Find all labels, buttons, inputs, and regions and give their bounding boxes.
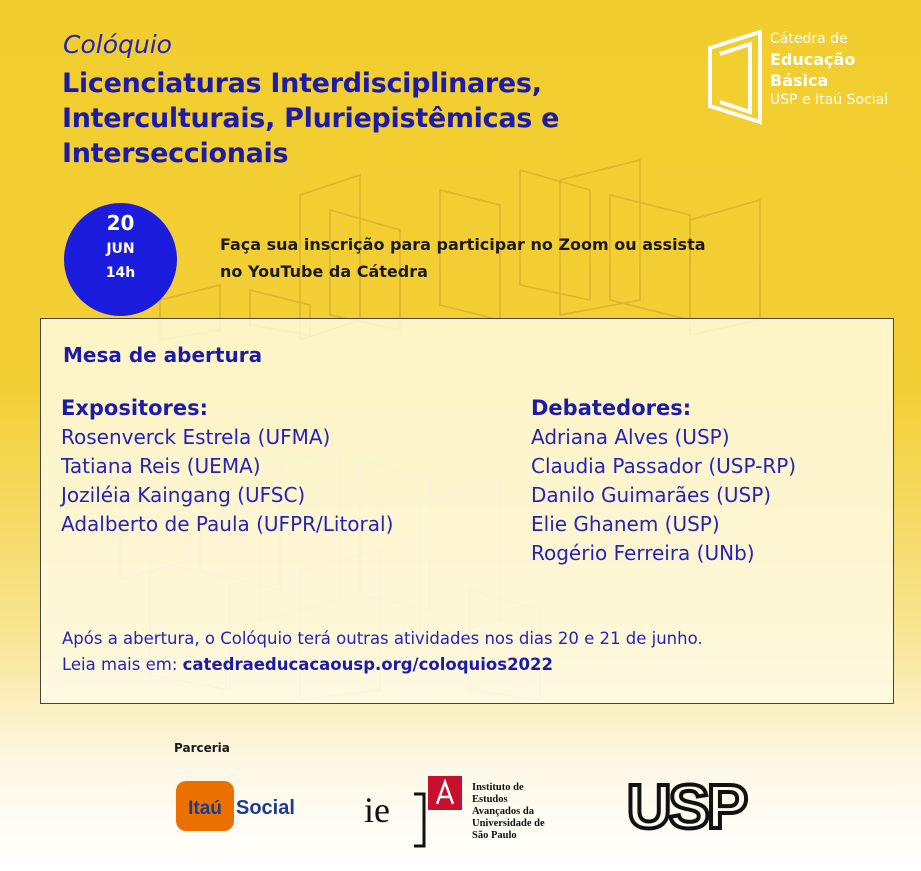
presenter-name: Rosenverck Estrela (UFMA) xyxy=(61,425,331,449)
ieal-text-line: São Paulo xyxy=(472,830,517,841)
ieal-text-line: Universidade de xyxy=(472,818,545,829)
social-word: Social xyxy=(236,797,295,819)
panel-footer xyxy=(62,626,703,678)
footer-line xyxy=(62,652,703,678)
debater-name: Adriana Alves (USP) xyxy=(531,425,730,449)
ieal-text xyxy=(472,782,545,842)
debaters-column xyxy=(531,394,796,568)
itau-social-logo xyxy=(176,777,306,835)
event-title xyxy=(62,66,682,171)
date-day: 20 xyxy=(106,211,135,235)
panel-title: Mesa de abertura xyxy=(63,343,263,367)
ieal-text-line: Instituto de xyxy=(472,782,524,793)
date-time: 14h xyxy=(105,265,136,281)
footer-prefix: Leia mais em: xyxy=(62,655,183,674)
ieal-logo xyxy=(358,770,473,850)
usp-logo xyxy=(616,778,756,836)
logo-line-bold: Básica xyxy=(770,71,829,90)
program-panel xyxy=(40,318,894,704)
event-title-line: Interseccionais xyxy=(62,138,289,169)
debater-name: Rogério Ferreira (UNb) xyxy=(531,541,755,565)
event-title-line: Interculturais, Pluriepistêmicas e xyxy=(62,103,560,134)
presenters-heading: Expositores: xyxy=(61,396,209,420)
registration-call-to-action xyxy=(220,231,840,285)
ieal-bracket-icon xyxy=(414,794,424,846)
presenter-name: Adalberto de Paula (UFPR/Litoral) xyxy=(61,512,394,536)
logo-line-bold: Educação xyxy=(770,50,856,69)
itau-word: Itaú xyxy=(188,798,222,819)
catedra-logo-icon xyxy=(706,28,766,128)
presenter-name: Joziléia Kaingang (UFSC) xyxy=(61,483,306,507)
cta-line: no YouTube da Cátedra xyxy=(220,262,428,281)
presenters-column xyxy=(61,394,393,539)
event-title-line: Licenciaturas Interdisciplinares, xyxy=(62,68,542,99)
partners-label: Parceria xyxy=(174,741,230,755)
footer-line: Após a abertura, o Colóquio terá outras atividades nos dias 20 e 21 de junho. xyxy=(62,629,703,648)
event-type-label: Colóquio xyxy=(63,30,172,59)
presenter-name: Tatiana Reis (UEMA) xyxy=(61,454,261,478)
catedra-logo-text xyxy=(770,30,888,110)
more-info-link[interactable]: catedraeducacaousp.org/coloquios2022 xyxy=(182,655,553,674)
date-month: JUN xyxy=(106,241,135,257)
cta-line: Faça sua inscrição para participar no Zoom ou assista xyxy=(220,235,706,254)
debater-name: Danilo Guimarães (USP) xyxy=(531,483,772,507)
ieal-text-line: Estudos xyxy=(472,794,508,805)
date-badge xyxy=(64,203,177,316)
debater-name: Claudia Passador (USP-RP) xyxy=(531,454,797,478)
ieal-mark: ie xyxy=(364,790,390,830)
ieal-text-line: Avançados da xyxy=(472,806,534,817)
logo-line: Cátedra de xyxy=(770,31,848,47)
logo-line: USP e Itaú Social xyxy=(770,92,889,108)
usp-logo-text: USP xyxy=(626,778,746,836)
debater-name: Elie Ghanem (USP) xyxy=(531,512,720,536)
debaters-heading: Debatedores: xyxy=(531,396,692,420)
